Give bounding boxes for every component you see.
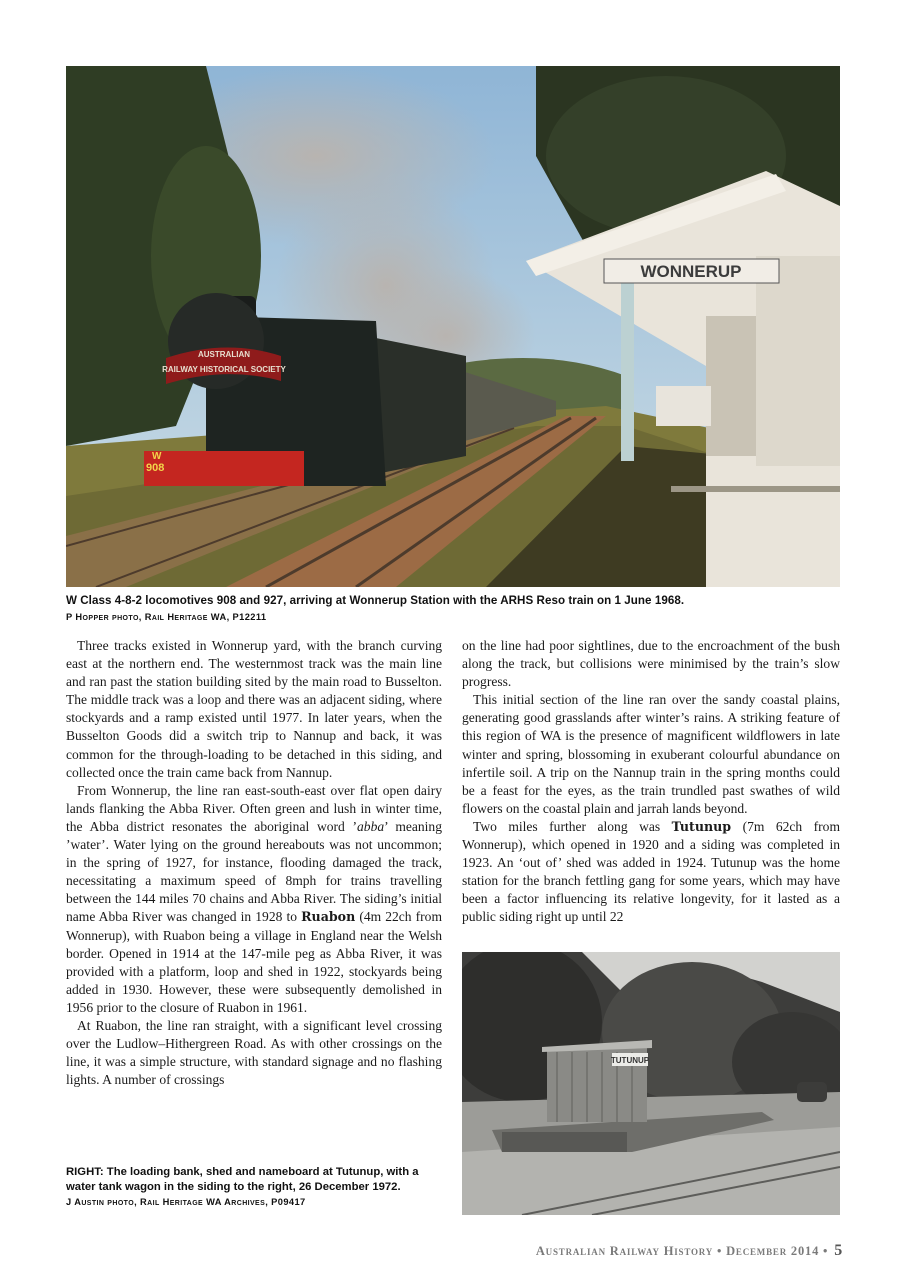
article-column-right — [462, 637, 840, 927]
tutunup-name: Tutunup — [671, 818, 732, 834]
station-sign: WONNERUP — [640, 262, 742, 281]
headboard-line1: AUSTRALIAN — [198, 350, 250, 359]
paragraph-3: At Ruabon, the line ran straight, with a significant level crossing over the Ludlow–Hithergreen Road. As with other crossings on the line, it was a simple structure, with standard signage and no flashing lights. A number of crossings — [66, 1017, 442, 1088]
page-footer — [536, 1242, 843, 1260]
paragraph-1: Three tracks existed in Wonnerup yard, with the branch curving east at the northern end. The westernmost track was the main line and ran past the station building sited by the main road to Busselton. The middle track was a loop and there was an adjacent siding, where stockyards and a ramp existed until 1977. In later years, when the Busselton Goods did a switch trip to Nannup and back, it was common for the through-loading to be detached in this siding, and collected once the train came back from Nannup. — [66, 638, 442, 780]
tutunup-sign: TUTUNUP — [610, 1056, 650, 1065]
bottom-photo-caption: RIGHT: The loading bank, shed and nameboard at Tutunup, with a water tank wagon in the siding to the right, 26 December 1972. — [66, 1166, 419, 1193]
footer-publication: Australian Railway History • December 2014 • — [535, 1244, 829, 1258]
loco-letter: W — [152, 451, 162, 462]
ruabon-name: Ruabon — [301, 909, 356, 925]
bottom-photo-credit: J Austin photo, Rail Heritage WA Archives, P09417 — [66, 1197, 306, 1207]
paragraph-3-continued: on the line had poor sightlines, due to the encroachment of the bush along the track, but collisions were minimised by the train’s slow progress. — [462, 638, 840, 690]
top-photo-caption: W Class 4-8-2 locomotives 908 and 927, arriving at Wonnerup Station with the ARHS Reso train on 1 June 1968. — [66, 594, 685, 607]
paragraph-4: This initial section of the line ran over the sandy coastal plains, generating good grasslands after winter’s rains. A striking feature of this region of WA is the presence of magnificent wildflowers in late winter and spring, blossoming in exuberant colourful abundance on infertile soil. A trip on the Nannup train in the spring months could be a feast for the eyes, as the train trundled past swathes of wild flowers on the coastal plain and jarrah lands beyond. — [462, 692, 840, 816]
tutunup-loading-bank-photo — [462, 952, 840, 1215]
wonnerup-station-photo — [66, 66, 840, 587]
paragraph-2: From Wonnerup, the line ran east-south-east over flat open dairy lands flanking the Abba River. Often green and lush in winter time, the Abba district resonates the aboriginal word ’abba’ meaning ’water’. Water lying on the ground hereabouts was not uncommon; in the spring of 1927, for instance, flooding damaged the track, necessitating a maximum speed of 8mph for trains travelling between the 144 miles 70 chains and Abba River. The siding’s initial name Abba River was changed in 1928 to Ruabon (4m 22ch from Wonnerup), with Ruabon being a village in England near the Welsh border. Opened in 1914 at the 147-mile peg as Abba River, it was provided with a platform, loop and shed in 1922, stockyards being added in 1930. However, these were subsequently demolished in 1956 prior to the closure of Ruabon in 1961. — [66, 782, 442, 1015]
paragraph-5: Two miles further along was Tutunup (7m 62ch from Wonnerup), which opened in 1920 and a siding was completed in 1923. An ‘out of’ shed was added in 1924. Tutunup was the home station for the branch fettling gang for some years, which may have been a factor influencing its relative longevity, for it lasted as a public siding right up until 22 — [462, 818, 840, 925]
abba-word: abba — [357, 818, 385, 834]
page-number: 5 — [834, 1242, 843, 1259]
top-photo-credit: P Hopper photo, Rail Heritage WA, P12211 — [66, 612, 267, 622]
article-column-left — [66, 637, 442, 1089]
loco-number: 908 — [146, 462, 165, 474]
headboard-line2: RAILWAY HISTORICAL SOCIETY — [162, 365, 286, 374]
